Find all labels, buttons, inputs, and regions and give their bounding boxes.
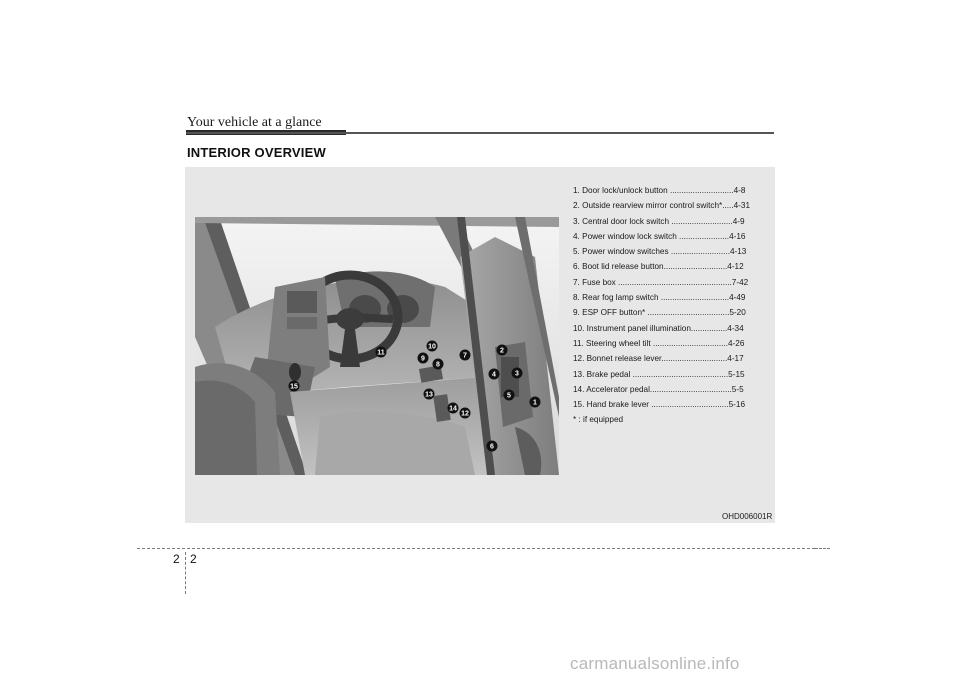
callout-4 xyxy=(489,369,500,380)
svg-text:9: 9 xyxy=(421,355,425,363)
callout-2 xyxy=(497,345,508,356)
svg-text:11: 11 xyxy=(377,349,385,357)
svg-text:7: 7 xyxy=(463,352,467,360)
legend-item: 9. ESP OFF button* ....................................5-20 xyxy=(573,308,746,318)
legend-item: 14. Accelerator pedal....................................5-5 xyxy=(573,384,744,394)
svg-text:1: 1 xyxy=(533,399,537,407)
svg-text:5: 5 xyxy=(507,392,511,400)
callout-6 xyxy=(487,441,498,452)
callout-1 xyxy=(530,397,541,408)
interior-drawing xyxy=(195,217,559,475)
legend-item: 6. Boot lid release button............................4-12 xyxy=(573,262,744,272)
callout-7 xyxy=(460,350,471,361)
callout-8 xyxy=(433,359,444,370)
legend-item: 1. Door lock/unlock button ............................4-8 xyxy=(573,186,746,195)
svg-text:6: 6 xyxy=(490,443,494,451)
legend-item: 15. Hand brake lever ..................................5-16 xyxy=(573,400,746,410)
page-number: 2 xyxy=(190,552,197,566)
callout-5 xyxy=(504,390,515,401)
legend-item: 13. Brake pedal ..........................................5-15 xyxy=(573,369,745,379)
callout-3 xyxy=(512,368,523,379)
legend-item: 7. Fuse box ..................................................7-42 xyxy=(573,277,749,287)
svg-text:14: 14 xyxy=(449,405,457,413)
legend-item: 4. Power window lock switch ......................4-16 xyxy=(573,231,746,241)
svg-text:12: 12 xyxy=(461,410,469,418)
legend-item: 11. Steering wheel tilt .................................4-26 xyxy=(573,338,745,348)
legend-item: 10. Instrument panel illumination................4-34 xyxy=(573,323,744,333)
callout-11 xyxy=(376,347,387,358)
footer-vertical-divider xyxy=(185,552,186,594)
header-rule xyxy=(186,132,774,134)
legend-item: 12. Bonnet release lever.............................4-17 xyxy=(573,354,744,364)
callout-14 xyxy=(448,403,459,414)
svg-text:15: 15 xyxy=(290,383,298,391)
running-header-title: Your vehicle at a glance xyxy=(187,115,322,130)
legend-item: 8. Rear fog lamp switch ..............................4-49 xyxy=(573,293,746,303)
svg-text:13: 13 xyxy=(425,391,433,399)
interior-illustration xyxy=(195,217,559,475)
chapter-number: 2 xyxy=(173,552,180,566)
footer-dashed-rule xyxy=(137,548,815,549)
component-legend xyxy=(573,183,769,428)
svg-text:4: 4 xyxy=(492,371,496,379)
callout-12 xyxy=(460,408,471,419)
svg-text:10: 10 xyxy=(428,343,436,351)
section-title: INTERIOR OVERVIEW xyxy=(187,145,326,160)
svg-text:2: 2 xyxy=(500,347,504,355)
svg-text:8: 8 xyxy=(436,361,440,369)
svg-text:3: 3 xyxy=(515,370,519,378)
legend-item: 2. Outside rearview mirror control switch*.....4-31 xyxy=(573,201,750,211)
legend-item: 3. Central door lock switch ...........................4-9 xyxy=(573,216,745,226)
watermark-text: carmanualsonline.info xyxy=(570,654,740,673)
callout-15 xyxy=(289,381,300,392)
figure-reference-code: OHD006001R xyxy=(722,512,773,521)
callout-9 xyxy=(418,353,429,364)
callout-10 xyxy=(427,341,438,352)
legend-item: 5. Power window switches ..........................4-13 xyxy=(573,247,747,257)
callout-13 xyxy=(424,389,435,400)
footer-dashed-rule-end xyxy=(815,548,830,549)
legend-footnote: * : if equipped xyxy=(573,415,624,425)
